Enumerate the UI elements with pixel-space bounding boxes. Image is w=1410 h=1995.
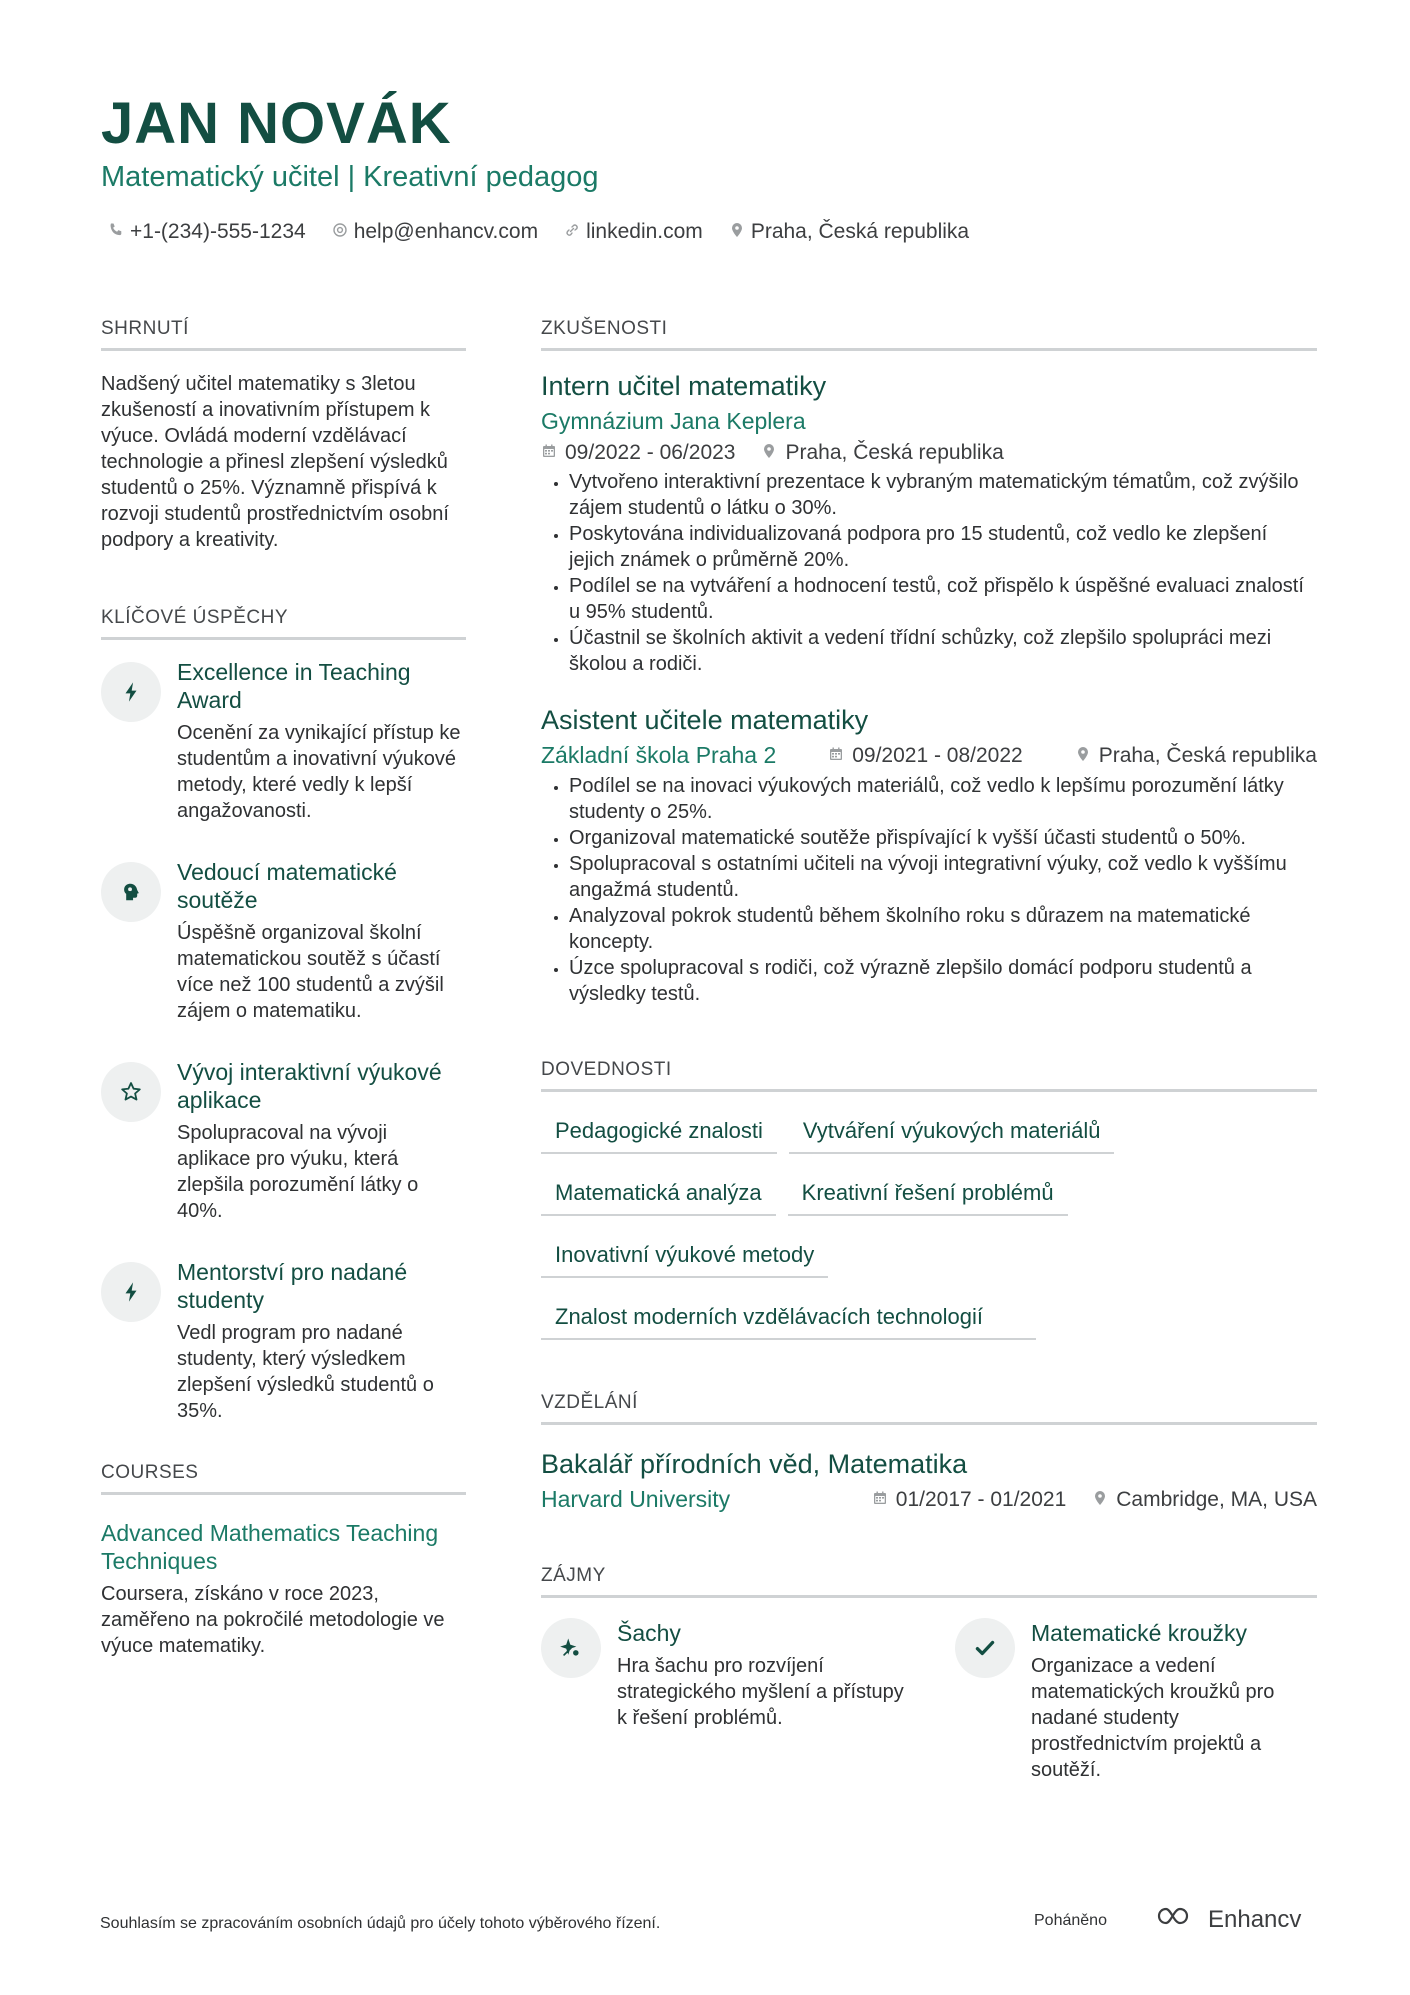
edu-school: Harvard University	[541, 1486, 731, 1512]
job-title: Asistent učitele matematiky	[541, 705, 869, 735]
summary-heading: SHRNUTÍ	[101, 318, 466, 351]
interest-title: Matematické kroužky	[1031, 1620, 1248, 1646]
skill-tag: Kreativní řešení problémů	[788, 1176, 1068, 1216]
skills-heading: DOVEDNOSTI	[541, 1059, 1317, 1092]
skill-tag: Pedagogické znalosti	[541, 1114, 777, 1154]
bullet: • Vytvořeno interaktivní prezentace k vybraným matematickým tématům, což zvýšilo zájem studentů o látku o 30%.	[569, 469, 1317, 521]
location-icon	[729, 220, 745, 244]
right-column	[541, 318, 1317, 1783]
lightning-icon	[101, 1262, 161, 1322]
interest-desc: Hra šachu pro rozvíjení strategického myšlení a přístupy k řešení problémů.	[617, 1655, 904, 1729]
achievement-title: Mentorství pro nadané studenty	[177, 1259, 408, 1313]
achievement-desc: Úspěšně organizoval školní matematickou soutěž s účastí více než 100 studentů a zvýšil zájem o matematiku.	[177, 922, 444, 1022]
courses-section	[101, 1462, 466, 1659]
calendar-icon	[541, 441, 557, 465]
education-section	[541, 1392, 1317, 1513]
check-icon	[955, 1618, 1015, 1678]
enhancv-logo[interactable]: Enhancv	[1154, 1904, 1301, 1935]
interest-desc: Organizace a vedení matematických kroužků pro nadané studenty prostřednictvím projektů a soutěží.	[1031, 1655, 1275, 1781]
at-icon	[332, 220, 348, 244]
star-icon	[101, 1062, 161, 1122]
summary-text: Nadšený učitel matematiky s 3letou zkušeností a inovativním přístupem k výuce. Ovládá moderní vzdělávací technologie a přinesl zlepšení výsledků studentů o 25%. Významně přispívá k rozvoji studentů prostřednictvím osobní podpory a kreativity.	[101, 373, 449, 551]
job-entry	[541, 371, 1317, 677]
chess-icon	[541, 1618, 601, 1678]
job-location: Praha, Česká republika	[785, 441, 1004, 464]
bullet: • Spolupracoval s ostatními učiteli na vývoji integrativní výuky, což vedlo k vyššímu angažmá studentů.	[569, 851, 1317, 903]
experience-heading: ZKUŠENOSTI	[541, 318, 1317, 351]
bullet: • Analyzoval pokrok studentů během školního roku s důrazem na matematické koncepty.	[569, 903, 1317, 955]
achievement-desc: Ocenění za vynikající přístup ke studentům a inovativní výukové metody, které vedly k lepší angažovanosti.	[177, 722, 461, 822]
contact-linkedin[interactable]: linkedin.com	[564, 220, 703, 244]
skills-section	[541, 1059, 1317, 1340]
job-bullets	[541, 469, 1317, 677]
bullet: • Účastnil se školních aktivit a vedení třídní schůzky, což zlepšilo spolupráci mezi školou a rodiči.	[569, 625, 1317, 677]
contact-location: Praha, Česká republika	[729, 220, 969, 244]
job-company: Základní škola Praha 2	[541, 742, 777, 768]
skill-tag: Matematická analýza	[541, 1176, 776, 1216]
interests-section	[541, 1565, 1317, 1783]
bullet: • Podílel se na inovaci výukových materiálů, což vedlo k lepšímu porozumění látky studenty o 25%.	[569, 773, 1317, 825]
achievement-title: Vývoj interaktivní výukové aplikace	[177, 1059, 442, 1113]
experience-section	[541, 318, 1317, 1007]
achievements-heading: KLÍČOVÉ ÚSPĚCHY	[101, 607, 466, 640]
edu-meta	[541, 1486, 1317, 1513]
lightning-icon	[101, 662, 161, 722]
brain-icon	[101, 862, 161, 922]
calendar-icon	[828, 744, 844, 768]
link-icon	[564, 220, 580, 244]
interest-item	[541, 1618, 955, 1783]
interests-heading: ZÁJMY	[541, 1565, 1317, 1598]
powered-by: Poháněno	[1034, 1912, 1107, 1929]
edu-location: Cambridge, MA, USA	[1116, 1487, 1317, 1511]
bullet: • Poskytována individualizovaná podpora pro 15 studentů, což vedlo ke zlepšení jejich známek o průměrně 20%.	[569, 521, 1317, 573]
edu-dates: 01/2017 - 01/2021	[895, 1487, 1067, 1511]
left-column	[101, 318, 466, 1659]
achievement-item	[101, 659, 466, 824]
job-location: Praha, Česká republika	[1098, 743, 1317, 767]
achievement-title: Vedoucí matematické soutěže	[177, 859, 397, 913]
job-title: Intern učitel matematiky	[541, 371, 827, 401]
skill-tag: Znalost moderních vzdělávacích technologií	[541, 1300, 1036, 1340]
consent-note: Souhlasím se zpracováním osobních údajů pro účely tohoto výběrového řízení.	[100, 1915, 661, 1932]
achievement-item	[101, 1059, 466, 1224]
course-title: Advanced Mathematics Teaching Techniques	[101, 1520, 439, 1574]
job-meta	[541, 742, 1317, 769]
bullet: • Úzce spolupracoval s rodiči, což výrazně zlepšilo domácí podporu studentů a výsledky testů.	[569, 955, 1317, 1007]
bullet: • Organizoval matematické soutěže přispívající k vyšší účasti studentů o 50%.	[569, 825, 1317, 851]
job-bullets	[541, 773, 1317, 1007]
achievement-item	[101, 1259, 466, 1424]
calendar-icon	[872, 1488, 888, 1512]
skill-tag: Inovativní výukové metody	[541, 1238, 828, 1278]
achievement-title: Excellence in Teaching Award	[177, 659, 411, 713]
job-entry	[541, 705, 1317, 1007]
contact-phone: +1-(234)-555-1234	[108, 220, 306, 244]
achievement-desc: Spolupracoval na vývoji aplikace pro výuku, která zlepšila porozumění látky o 40%.	[177, 1122, 419, 1222]
education-heading: VZDĚLÁNÍ	[541, 1392, 1317, 1425]
location-icon	[761, 441, 777, 465]
bullet: • Podílel se na vytváření a hodnocení testů, což přispělo k úspěšné evaluaci znalostí u 95% studentů.	[569, 573, 1317, 625]
skill-tag: Vytváření výukových materiálů	[789, 1114, 1115, 1154]
location-icon	[1075, 744, 1091, 768]
achievements-section	[101, 607, 466, 1424]
achievement-item	[101, 859, 466, 1024]
interest-title: Šachy	[617, 1620, 681, 1646]
candidate-name: JAN NOVÁK	[101, 91, 452, 156]
interest-item	[955, 1618, 1317, 1783]
contact-email[interactable]: help@enhancv.com	[332, 220, 538, 244]
candidate-role: Matematický učitel | Kreativní pedagog	[101, 161, 599, 193]
job-dates: 09/2021 - 08/2022	[852, 743, 1023, 767]
courses-heading: COURSES	[101, 1462, 466, 1495]
contact-bar	[108, 220, 969, 244]
job-dates: 09/2022 - 06/2023	[565, 441, 736, 464]
location-icon	[1092, 1488, 1108, 1512]
achievement-desc: Vedl program pro nadané studenty, který výsledkem zlepšení výsledků studentů o 35%.	[177, 1322, 434, 1422]
job-company: Gymnázium Jana Keplera	[541, 408, 806, 434]
job-meta	[541, 441, 1317, 465]
course-desc: Coursera, získáno v roce 2023, zaměřeno na pokročilé metodologie ve výuce matematiky.	[101, 1583, 445, 1657]
summary-section	[101, 318, 466, 553]
phone-icon	[108, 220, 124, 244]
edu-degree: Bakalář přírodních věd, Matematika	[541, 1449, 968, 1479]
infinity-icon	[1154, 1904, 1198, 1935]
